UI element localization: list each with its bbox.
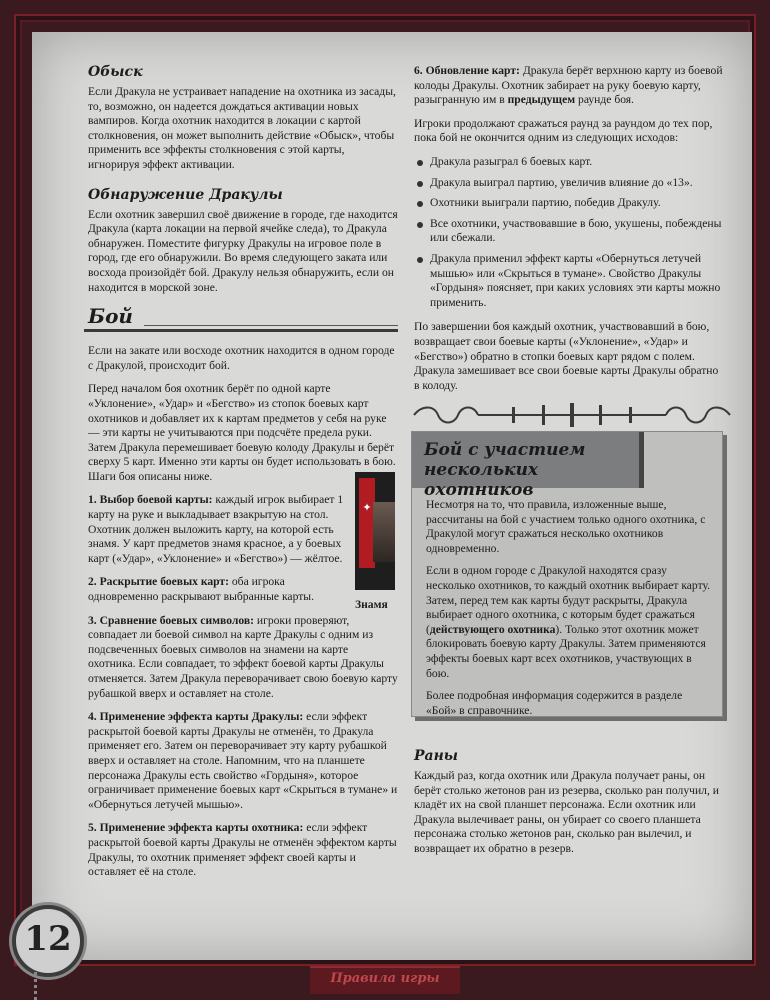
step-3-label: 3. Сравнение боевых символов: bbox=[88, 613, 254, 627]
boy-intro: Если на закате или восходе охотник находится в одном городе с Дракулой, происходит бой. bbox=[88, 344, 395, 372]
step-5-label: 5. Применение эффекта карты охотника: bbox=[88, 821, 304, 835]
obysk-text: Если Дракула не устраивает нападение на охотника из засады, то, возможно, он надеется дождаться активации новых вампиров. Когда охотник находится в локации с картой столкновения, он может выполнить действие «Обыск», чтобы применить все эффекты столкновения с этой карты, игнорируя эффект активации. bbox=[88, 85, 396, 171]
box-p3: Более подробная информация содержится в разделе «Бой» в справочнике. bbox=[426, 689, 683, 717]
boy-heading: Бой bbox=[88, 304, 133, 329]
wounds-section bbox=[414, 748, 726, 857]
step-3 bbox=[88, 614, 398, 702]
outcome-item: Дракула применил эффект карты «Обернуться летучей мышью» или «Скрыться в тумане». Свойство Дракулы «Гордыня» поясняет, при каких условиях эти карты можно применить. bbox=[414, 252, 726, 310]
combat-symbol-icon: ✦ bbox=[362, 502, 372, 514]
step-1-label: 1. Выбор боевой карты: bbox=[88, 493, 213, 507]
step-4 bbox=[88, 710, 398, 812]
step-2-label: 2. Раскрытие боевых карт: bbox=[88, 575, 229, 589]
box-p2-bold: действующего охотника bbox=[429, 622, 556, 636]
detect-heading: Обнаружение Дракулы bbox=[88, 186, 283, 203]
box-p2 bbox=[426, 564, 714, 681]
step-2 bbox=[88, 575, 338, 604]
step-6 bbox=[414, 64, 726, 108]
step-3-text: игроки проверяют, совпадает ли боевой символ на карте Дракулы с одним из подсвеченных боевых символов на знамени на карте охотника. Если совпадает, то эффект боевой карты Дракулы отменяется. Затем Дракула переворачивает свою боевую карту рубашкой вверх и оставляет на столе. bbox=[88, 613, 398, 700]
step-6-bold: предыдущем bbox=[507, 93, 576, 107]
step-6-text-c: раунде боя. bbox=[575, 93, 635, 107]
heading-rule-thin bbox=[144, 325, 398, 326]
step-1 bbox=[88, 493, 350, 566]
wounds-text: Каждый раз, когда охотник или Дракула получает раны, он берёт столько жетонов ран из резерва, сколько ран получил, и кладёт их на свой планшет персонажа. Если охотник или Дракула вылечивает раны, он убирает со своего планшета персонажа столько жетонов ран, сколько ран вылечил, и возвращает их обратно в резерв. bbox=[414, 769, 719, 855]
page-number: 12 bbox=[24, 919, 72, 959]
banner-caption: Знамя bbox=[355, 598, 388, 611]
ornament-divider bbox=[412, 403, 732, 427]
box-p1: Несмотря на то, что правила, изложенные выше, рассчитаны на бой с участием только одного охотника, с Дракулой могут сражаться несколько охотников одновременно. bbox=[426, 498, 706, 555]
end-text: По завершении боя каждый охотник, участвовавший в бою, возвращает свои боевые карты («Уклонение», «Удар» и «Бегство») обратно в стопки боевых карт рядом с полем. Дракула замешивает все свои боевые карты Дракулы обратно в колоду. bbox=[414, 320, 719, 392]
outcome-item: Все охотники, участвовавшие в бою, укушены, побеждены или сбежали. bbox=[414, 217, 726, 246]
box-title: Бой с участием нескольких охотников bbox=[424, 440, 586, 500]
box-body bbox=[426, 498, 714, 726]
box-title-plate bbox=[412, 432, 644, 500]
box-p2-a: Если в одном городе с Дракулой находятся сразу несколько охотников, то каждый охотник выбирает карту. Затем, перед тем как карты будут раскрыты, Дракула выбирает одного охотника, с которым будет сражаться ( bbox=[426, 564, 711, 636]
multi-hunter-box bbox=[411, 431, 723, 717]
step-4-label: 4. Применение эффекта карты Дракулы: bbox=[88, 710, 304, 724]
boy-prep: Перед началом боя охотник берёт по одной карте «Уклонение», «Удар» и «Бегство» из стопок боевых карт охотников и добавляет их к картам предметов у себя на руке — эти карты не учитываются при подсчёте предела руки. Затем Дракула перемешивает боевую колоду Дракулы и берёт сверху 5 карт. Именно эти карты он будет использовать в бою. Шаги боя описаны ниже. bbox=[88, 382, 396, 483]
hunter-portrait bbox=[373, 502, 395, 562]
outcome-item: Дракула разыграл 6 боевых карт. bbox=[414, 155, 726, 170]
step-2-text: оба игрока одновременно раскрывают выбранные карты. bbox=[88, 575, 314, 604]
outcome-item: Охотники выиграли партию, победив Дракулу. bbox=[414, 196, 726, 211]
boy-section-heading bbox=[84, 304, 398, 332]
page-number-medallion bbox=[12, 905, 84, 977]
step-5 bbox=[88, 821, 398, 879]
step-4-text: если эффект раскрытой боевой карты Дракулы не отменён, то Дракула применяет его. Затем он переворачивает эту карту рубашкой вверх и оставляет на столе. Напомним, что на планшете персонажа Дракулы есть свойство «Гордыня», которое ограничивает применение боевых карт «Скрыться в тумане» и «Обернуться летучей мышью». bbox=[88, 710, 398, 811]
detect-text: Если охотник завершил своё движение в городе, где находится Дракула (карта локации на первой ячейке следа), то Дракула обнаружен. Поместите фигурку Дракулы на игровое поле в город, где его обнаружили. Во время следующего заката или восхода произойдёт бой. Дракулу нельзя обнаружить, если он находится в морской зоне. bbox=[88, 207, 398, 294]
footer-plate bbox=[310, 966, 460, 994]
chain-ornament bbox=[34, 972, 57, 1000]
banner-card-image bbox=[355, 472, 395, 590]
step-1-text: каждый игрок выбирает 1 карту на руке и выкладывает взакрытую на стол. Охотник должен выложить карту, на которой есть знамя. У карт предметов знамя красное, а у боевых карт («Удар», «Уклонение» и «Бегство») — жёлтое. bbox=[88, 493, 344, 565]
rounds-text: Игроки продолжают сражаться раунд за раундом до тех пор, пока бой не окончится одним из следующих исходов: bbox=[414, 116, 713, 145]
step-6-label: 6. Обновление карт: bbox=[414, 64, 520, 77]
outcome-item: Дракула выиграл партию, увеличив влияние до «13». bbox=[414, 176, 726, 191]
right-column bbox=[414, 64, 726, 402]
heading-rule bbox=[84, 329, 398, 332]
step-6-text-a: Дракула берёт верхнюю карту из боевой колоды Дракулы. Охотник забирает на руку боевую карту, разыгранную им в bbox=[414, 64, 723, 107]
wounds-heading: Раны bbox=[414, 748, 459, 764]
step-5-text: если эффект раскрытой боевой карты Дракулы не отменён эффектом карты Дракулы, то охотник применяет эффект своей карты и оставляет её на столе. bbox=[88, 821, 397, 879]
box-p2-c: ). Только этот охотник может блокировать боевую карту Дракулы. Затем применяются эффекты боевых карт всех охотников, участвующих в бою. bbox=[426, 622, 706, 680]
outcomes-list bbox=[414, 155, 726, 310]
left-column bbox=[88, 64, 398, 889]
obysk-heading: Обыск bbox=[88, 64, 143, 80]
footer-title: Правила игры bbox=[330, 971, 440, 986]
